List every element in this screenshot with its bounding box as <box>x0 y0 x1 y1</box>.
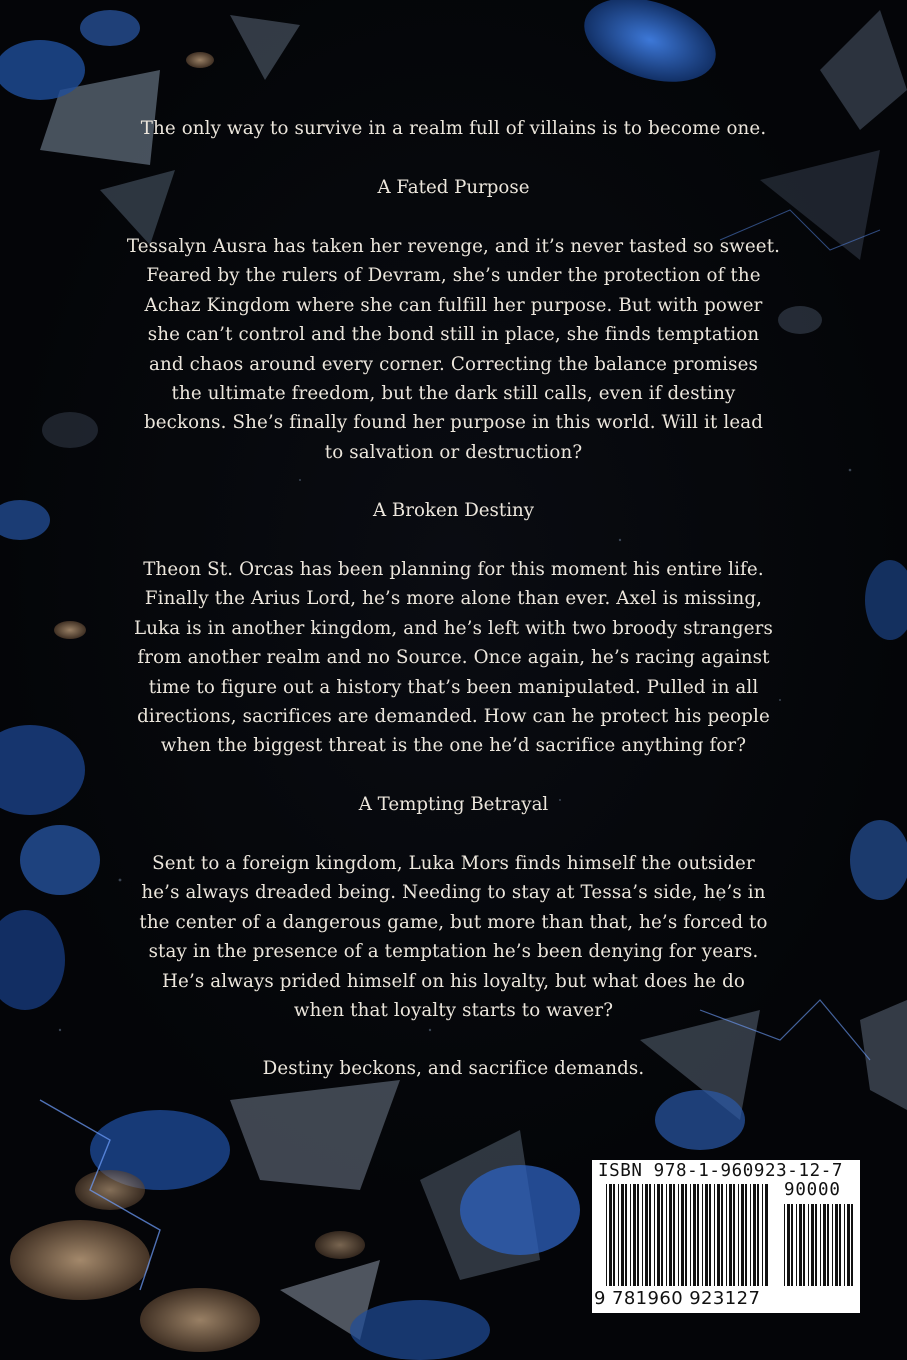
barcode-bar <box>630 1184 631 1286</box>
isbn-barcode <box>592 1160 860 1313</box>
barcode-bar <box>815 1204 817 1286</box>
barcode-bar <box>803 1204 805 1286</box>
barcode-bar <box>811 1204 814 1286</box>
barcode-bar <box>705 1184 708 1286</box>
body-line: He’s always prided himself on his loyalty, but what does he do <box>162 970 745 992</box>
body-line: Sent to a foreign kingdom, Luka Mors finds himself the outsider <box>152 853 755 874</box>
barcode-bar <box>835 1204 838 1286</box>
blue-petal <box>350 1300 490 1360</box>
ember-fleck <box>186 52 214 68</box>
barcode-number: 9 781960 923127 <box>594 1288 761 1309</box>
blue-petal <box>460 1165 580 1255</box>
ember-fleck <box>315 1231 365 1259</box>
body-line: when that loyalty starts to waver? <box>293 1000 614 1021</box>
glass-shard <box>860 1000 907 1110</box>
body-line: time to figure out a history that’s been manipulated. Pulled in all <box>148 676 759 698</box>
body-line: Finally the Arius Lord, he’s more alone than ever. Axel is missing, <box>144 588 763 610</box>
barcode-bar <box>642 1184 643 1286</box>
body-line: Tessalyn Ausra has taken her revenge, and it’s never tasted so sweet. <box>126 236 781 257</box>
barcode-bar <box>666 1184 667 1286</box>
blue-petal-top <box>574 0 727 97</box>
barcode-bar <box>697 1184 699 1286</box>
body-line: from another realm and no Source. Once again, he’s racing against <box>137 647 770 669</box>
barcode-bar <box>649 1184 651 1286</box>
barcode-bar <box>851 1204 853 1286</box>
barcode-bar <box>709 1184 711 1286</box>
body-line: Luka is in another kingdom, and he’s left with two broody strangers <box>134 617 773 639</box>
section-heading-broken-destiny: A Broken Destiny <box>373 500 534 521</box>
barcode-bar <box>738 1184 739 1286</box>
barcode-bar <box>823 1204 826 1286</box>
barcode-bar <box>637 1184 639 1286</box>
barcode-bar <box>717 1184 720 1286</box>
ember-fleck <box>10 1220 150 1300</box>
body-line: to salvation or destruction? <box>324 441 583 463</box>
barcode-bar <box>765 1184 768 1286</box>
barcode-bar <box>613 1184 615 1286</box>
barcode-bar <box>762 1184 763 1286</box>
barcode-bar <box>729 1184 732 1286</box>
blue-petal <box>655 1090 745 1150</box>
barcode-bar <box>702 1184 703 1286</box>
closing-line: Destiny beckons, and sacrifice demands. <box>262 1058 645 1079</box>
barcode-bar <box>685 1184 687 1286</box>
body-line: she can’t control and the bond still in place, she finds temptation <box>147 324 760 346</box>
body-line: and chaos around every corner. Correcting the balance promises <box>149 353 758 375</box>
barcode-bar <box>657 1184 660 1286</box>
barcode-bar <box>839 1204 841 1286</box>
section-heading-tempting-betrayal: A Tempting Betrayal <box>358 794 549 815</box>
blue-petal <box>0 725 85 815</box>
barcode-bar <box>681 1184 684 1286</box>
body-line: the center of a dangerous game, but more than that, he’s forced to <box>139 911 768 933</box>
barcode-bar <box>669 1184 672 1286</box>
tagline: The only way to survive in a realm full of villains is to become one. <box>140 118 767 139</box>
barcode-bar <box>796 1204 797 1286</box>
barcode-bar <box>757 1184 759 1286</box>
glass-shard <box>230 1080 400 1190</box>
isbn-label: ISBN 978-1-960923-12-7 <box>598 1161 843 1181</box>
barcode-bar <box>753 1184 756 1286</box>
barcode-bar <box>673 1184 675 1286</box>
barcode-bar <box>678 1184 679 1286</box>
barcode-bar <box>847 1204 850 1286</box>
barcode-bar <box>733 1184 735 1286</box>
barcode-bar <box>745 1184 747 1286</box>
body-line: when the biggest threat is the one he’d sacrifice anything for? <box>160 735 747 757</box>
barcode-bar <box>721 1184 723 1286</box>
barcode-bar <box>799 1204 802 1286</box>
ember-fleck <box>140 1288 260 1352</box>
barcode-bar <box>791 1204 793 1286</box>
barcode-bar <box>750 1184 751 1286</box>
barcode-bar <box>787 1204 790 1286</box>
blue-petal <box>0 910 65 1010</box>
body-line: beckons. She’s finally found her purpose in this world. Will it lead <box>143 412 764 434</box>
blue-petal <box>865 560 907 640</box>
barcode-bar <box>625 1184 627 1286</box>
barcode-bar <box>808 1204 809 1286</box>
body-line: he’s always dreaded being. Needing to stay at Tessa’s side, he’s in <box>141 882 766 904</box>
barcode-bar <box>714 1184 715 1286</box>
ember-fleck <box>75 1170 145 1210</box>
barcode-bar <box>661 1184 663 1286</box>
barcode-bar <box>645 1184 648 1286</box>
barcode-bar <box>844 1204 845 1286</box>
barcode-bar <box>693 1184 696 1286</box>
barcode-bar <box>820 1204 821 1286</box>
glass-shard <box>230 15 300 80</box>
barcode-bar <box>827 1204 829 1286</box>
section-heading-fated-purpose: A Fated Purpose <box>377 177 530 198</box>
blue-petal <box>0 500 50 540</box>
barcode-bar <box>618 1184 619 1286</box>
barcode-bar <box>784 1204 785 1286</box>
body-line: the ultimate freedom, but the dark still calls, even if destiny <box>171 383 736 404</box>
body-line: Theon St. Orcas has been planning for this moment his entire life. <box>143 559 764 580</box>
blue-petal <box>80 10 140 46</box>
body-line: directions, sacrifices are demanded. How can he protect his people <box>137 706 770 727</box>
barcode-bar <box>654 1184 655 1286</box>
barcode-bar <box>633 1184 636 1286</box>
body-line: Achaz Kingdom where she can fulfill her purpose. But with power <box>144 294 763 316</box>
barcode-bar <box>741 1184 744 1286</box>
barcode-bar <box>690 1184 691 1286</box>
barcode-bar <box>726 1184 727 1286</box>
barcode-bar <box>606 1184 607 1286</box>
barcode-bar <box>609 1184 612 1286</box>
price-code: 90000 <box>784 1180 841 1200</box>
blue-petal <box>850 820 907 900</box>
barcode-bar <box>621 1184 624 1286</box>
barcode-bar <box>832 1204 833 1286</box>
body-line: Feared by the rulers of Devram, she’s under the protection of the <box>146 265 761 287</box>
body-line: stay in the presence of a temptation he’s been denying for years. <box>148 941 759 963</box>
glass-shard <box>820 10 907 130</box>
